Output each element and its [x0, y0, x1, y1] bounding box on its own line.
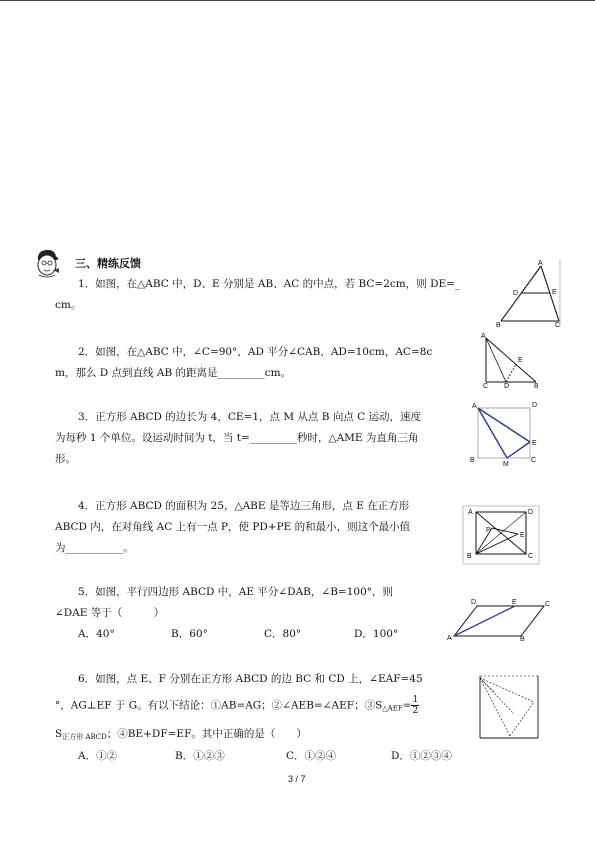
problem-6-s: S — [55, 728, 63, 740]
problem-4-line-1: 4．正方形 ABCD 的面积为 25，△ABE 是等边三角形，点 E 在正方形 — [78, 500, 410, 512]
problem-2-line-2: m，那么 D 点到直线 AB 的距离是_________cm。 — [55, 367, 292, 379]
section-title: 三、精练反馈 — [75, 257, 141, 270]
fig4-label-d: D — [528, 509, 534, 516]
problem-5-figure — [445, 596, 555, 642]
fig3-label-a: A — [472, 403, 477, 410]
fig5-label-b: B — [520, 636, 525, 642]
problem-5-line-1: 5．如图，平行四边形 ABCD 中，AE 平分∠DAB，∠B=100°，则 — [78, 586, 394, 598]
problem-6-option-b: B．①②③ — [175, 750, 225, 762]
fig2-label-b: B — [534, 383, 539, 388]
fig1-label-a: A — [538, 260, 543, 267]
problem-3-line-3: 形。 — [55, 453, 76, 465]
top-border — [0, 0, 595, 1]
fig3-label-m: M — [503, 461, 509, 468]
fig5-label-a: A — [447, 635, 452, 642]
problem-5-option-a: A．40° — [78, 628, 115, 640]
problem-6-fraction — [411, 695, 419, 716]
problem-2-figure — [478, 332, 543, 388]
fig3-label-b: B — [470, 457, 475, 464]
problem-6-line-3-text: ；④BE+DF=EF。其中正确的是（ ） — [106, 728, 307, 740]
fig2-label-d: D — [504, 383, 510, 388]
problem-3-line-1: 3．正方形 ABCD 的边长为 4，CE=1，点 M 从点 B 向点 C 运动，速度 — [78, 411, 422, 423]
problem-6-option-a: A．①② — [78, 750, 118, 762]
problem-1-figure — [493, 256, 565, 328]
problem-4-figure — [462, 504, 542, 566]
fig4-label-b: B — [467, 553, 472, 560]
problem-6-line-2-text: °，AG⊥EF 于 G。有以下结论：①AB=AG；②∠AEB=∠AEF；③S — [55, 699, 383, 712]
problem-6-figure — [474, 672, 554, 744]
fig2-label-a: A — [481, 333, 486, 340]
fig3-label-c: C — [531, 457, 537, 464]
fig1-label-c: C — [555, 322, 561, 328]
fig1-label-e: E — [552, 289, 557, 296]
fig2-label-e: E — [518, 357, 523, 364]
problem-5-option-b: B．60° — [171, 628, 208, 640]
fig4-label-a: A — [468, 509, 473, 516]
problem-2-line-1: 2．如图，在△ABC 中，∠C=90°，AD 平分∠CAB，AD=10cm，AC=8c — [78, 346, 433, 358]
problem-6-line-2 — [55, 695, 419, 717]
fig3-label-d: D — [532, 402, 538, 409]
problem-3-line-2: 为每秒 1 个单位。设运动时间为 t，当 t=_________秒时，△AME 为直角三角 — [55, 432, 419, 444]
fig1-label-d: D — [513, 290, 519, 297]
problem-6-area-sub: △AEF — [382, 704, 403, 713]
problem-3-figure — [465, 398, 545, 468]
fig2-label-c: C — [483, 383, 489, 388]
fig1-label-b: B — [496, 322, 501, 328]
problem-6-line-1: 6．如图，点 E、F 分别在正方形 ABCD 的边 BC 和 CD 上，∠EAF=45 — [78, 673, 423, 685]
problem-6-option-d: D．①②③④ — [391, 750, 452, 762]
problem-5-option-c: C．80° — [264, 628, 302, 640]
fraction-denominator: 2 — [412, 706, 419, 716]
problem-5-option-d: D．100° — [354, 628, 399, 640]
fig5-label-c: C — [545, 601, 551, 608]
problem-4-line-2: ABCD 内，在对角线 AC 上有一点 P，使 PD+PE 的和最小，则这个最小值 — [55, 521, 411, 533]
fig5-label-e: E — [512, 599, 517, 606]
problem-6-option-c: C．①②④ — [286, 750, 337, 762]
cartoon-thinking-icon — [33, 248, 63, 280]
problem-1-line-1: 1．如图，在△ABC 中，D、E 分别是 AB、AC 的中点，若 BC=2cm，则 DE=_ — [78, 278, 461, 290]
problem-5-line-2: ∠DAE 等于（ ） — [55, 607, 165, 619]
problem-6-equals: = — [402, 699, 412, 712]
problem-4-line-3: 为___________。 — [55, 542, 134, 554]
problem-6-square-sub: 正方形 ABCD — [62, 733, 107, 741]
fig3-label-e: E — [532, 440, 537, 447]
page-number: 3 / 7 — [288, 774, 306, 784]
fig4-label-c: C — [528, 553, 534, 560]
problem-1-line-2: cm。 — [55, 299, 82, 311]
fig4-label-e: E — [520, 532, 525, 539]
problem-6-line-3 — [55, 727, 307, 745]
fig4-label-p: P — [486, 527, 491, 534]
fig5-label-d: D — [471, 599, 477, 606]
fraction-numerator: 1 — [412, 695, 419, 705]
